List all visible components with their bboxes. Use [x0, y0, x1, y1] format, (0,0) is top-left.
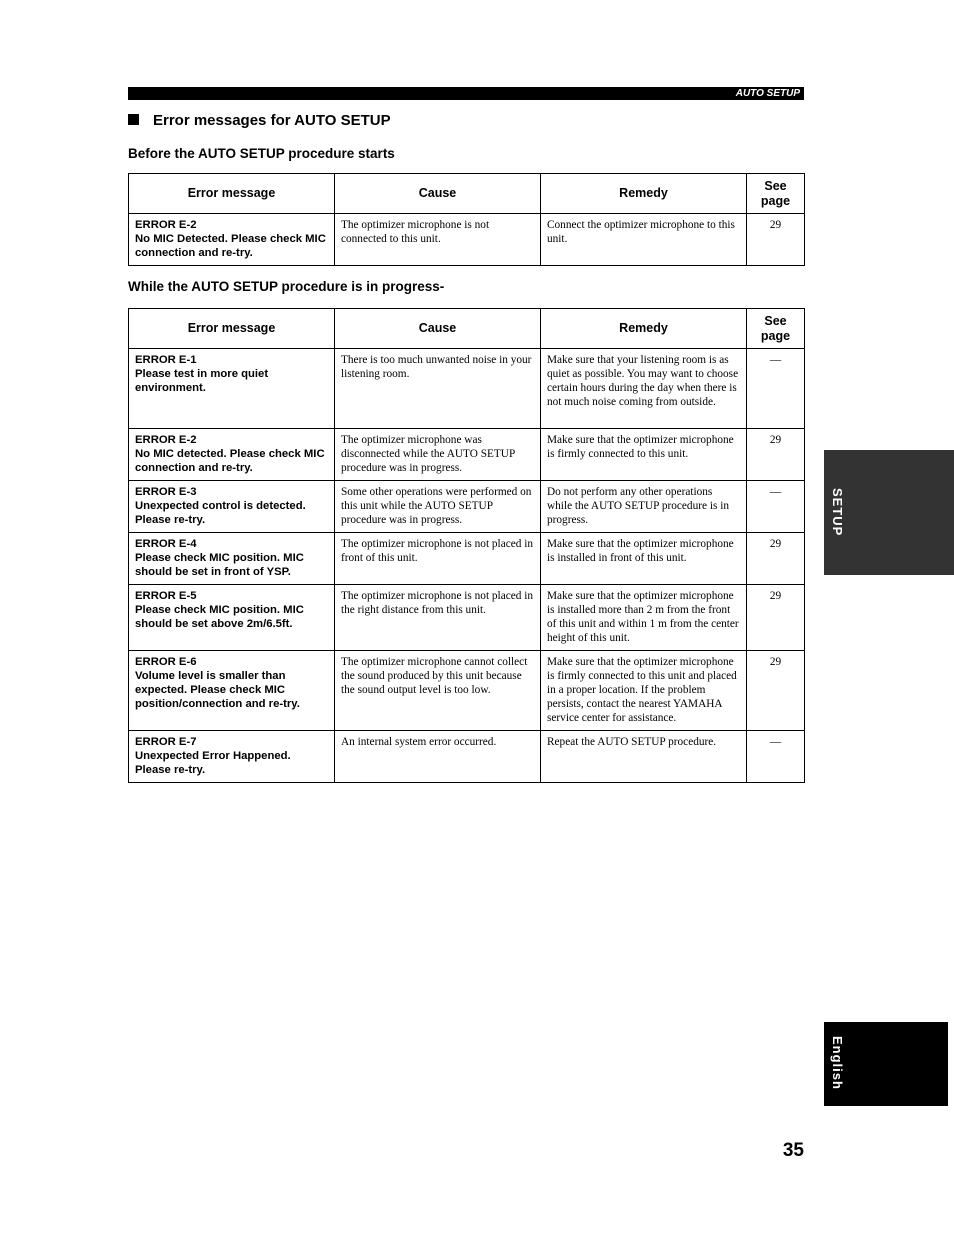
cause-cell: An internal system error occurred.	[335, 731, 541, 783]
table-header-row	[129, 174, 805, 214]
see-page-cell: —	[747, 349, 805, 429]
see-page-cell: 29	[747, 533, 805, 585]
remedy-cell: Do not perform any other operations while the AUTO SETUP procedure is in progress.	[541, 481, 747, 533]
cause-cell: The optimizer microphone was disconnected while the AUTO SETUP procedure was in progress.	[335, 429, 541, 481]
side-tab-setup	[824, 450, 954, 575]
error-message-text: No MIC detected. Please check MIC connection and re-try.	[135, 448, 325, 474]
error-message-text: Volume level is smaller than expected. Please check MIC position/connection and re-try.	[135, 670, 300, 710]
cause-cell: The optimizer microphone cannot collect the sound produced by this unit because the sound output level is too low.	[335, 651, 541, 731]
error-message-cell	[129, 429, 335, 481]
see-page-cell: 29	[747, 429, 805, 481]
column-header: Cause	[335, 174, 541, 214]
table-header-row	[129, 309, 805, 349]
table-row	[129, 349, 805, 429]
remedy-cell: Make sure that the optimizer microphone is firmly connected to this unit.	[541, 429, 747, 481]
page-number: 35	[782, 1140, 804, 1161]
error-message-cell	[129, 533, 335, 585]
column-header: See page	[747, 309, 805, 349]
table-row	[129, 731, 805, 783]
error-message-text: No MIC Detected. Please check MIC connection and re-try.	[135, 233, 326, 259]
column-header: Error message	[129, 309, 335, 349]
column-header: Error message	[129, 174, 335, 214]
error-code: ERROR E-1	[135, 354, 197, 366]
header-bar	[128, 87, 804, 100]
section-title	[128, 112, 391, 129]
see-page-cell: —	[747, 731, 805, 783]
cause-cell: The optimizer microphone is not placed in the right distance from this unit.	[335, 585, 541, 651]
during-table-body	[129, 349, 805, 783]
error-code: ERROR E-4	[135, 538, 197, 550]
see-page-cell: 29	[747, 214, 805, 266]
remedy-cell: Make sure that the optimizer microphone is firmly connected to this unit and placed in a proper location. If the problem persists, contact the nearest YAMAHA service center for assistance.	[541, 651, 747, 731]
table-row	[129, 214, 805, 266]
cause-cell: Some other operations were performed on this unit while the AUTO SETUP procedure was in progress.	[335, 481, 541, 533]
error-message-text: Please check MIC position. MIC should be set above 2m/6.5ft.	[135, 604, 304, 630]
see-page-cell: —	[747, 481, 805, 533]
error-code: ERROR E-6	[135, 656, 197, 668]
remedy-cell: Make sure that the optimizer microphone is installed in front of this unit.	[541, 533, 747, 585]
remedy-cell: Make sure that your listening room is as quiet as possible. You may want to choose certain hours during the day when there is not much noise coming from outside.	[541, 349, 747, 429]
error-message-text: Unexpected control is detected. Please re-try.	[135, 500, 306, 526]
table-row	[129, 533, 805, 585]
table-row	[129, 429, 805, 481]
column-header: Cause	[335, 309, 541, 349]
during-table	[128, 308, 805, 783]
bullet-square-icon	[128, 114, 139, 125]
error-message-cell	[129, 585, 335, 651]
cause-cell: The optimizer microphone is not placed in front of this unit.	[335, 533, 541, 585]
side-tab-english-label: English	[830, 1036, 845, 1090]
during-title: While the AUTO SETUP procedure is in progress-	[128, 279, 445, 294]
table-row	[129, 651, 805, 731]
cause-cell: The optimizer microphone is not connected to this unit.	[335, 214, 541, 266]
before-table	[128, 173, 805, 266]
error-code: ERROR E-5	[135, 590, 197, 602]
error-message-cell	[129, 481, 335, 533]
error-message-cell	[129, 214, 335, 266]
table-row	[129, 481, 805, 533]
column-header: Remedy	[541, 309, 747, 349]
error-code: ERROR E-2	[135, 434, 197, 446]
column-header: See page	[747, 174, 805, 214]
column-header: Remedy	[541, 174, 747, 214]
error-message-text: Please test in more quiet environment.	[135, 368, 269, 394]
remedy-cell: Repeat the AUTO SETUP procedure.	[541, 731, 747, 783]
cause-cell: There is too much unwanted noise in your listening room.	[335, 349, 541, 429]
side-tab-english	[824, 1022, 948, 1106]
see-page-cell: 29	[747, 651, 805, 731]
remedy-cell: Connect the optimizer microphone to this unit.	[541, 214, 747, 266]
before-table-body	[129, 214, 805, 266]
see-page-cell: 29	[747, 585, 805, 651]
error-message-cell	[129, 731, 335, 783]
error-message-cell	[129, 651, 335, 731]
error-code: ERROR E-2	[135, 219, 197, 231]
error-code: ERROR E-7	[135, 736, 197, 748]
header-label: AUTO SETUP	[735, 88, 800, 99]
table-row	[129, 585, 805, 651]
error-message-text: Unexpected Error Happened. Please re-try.	[135, 750, 291, 776]
remedy-cell: Make sure that the optimizer microphone is installed more than 2 m from the front of this unit and within 1 m from the center height of this unit.	[541, 585, 747, 651]
side-tab-setup-label: SETUP	[830, 488, 845, 537]
before-title: Before the AUTO SETUP procedure starts	[128, 146, 395, 161]
error-code: ERROR E-3	[135, 486, 197, 498]
error-message-text: Please check MIC position. MIC should be set in front of YSP.	[135, 552, 304, 578]
section-title-text: Error messages for AUTO SETUP	[153, 112, 391, 129]
error-message-cell	[129, 349, 335, 429]
